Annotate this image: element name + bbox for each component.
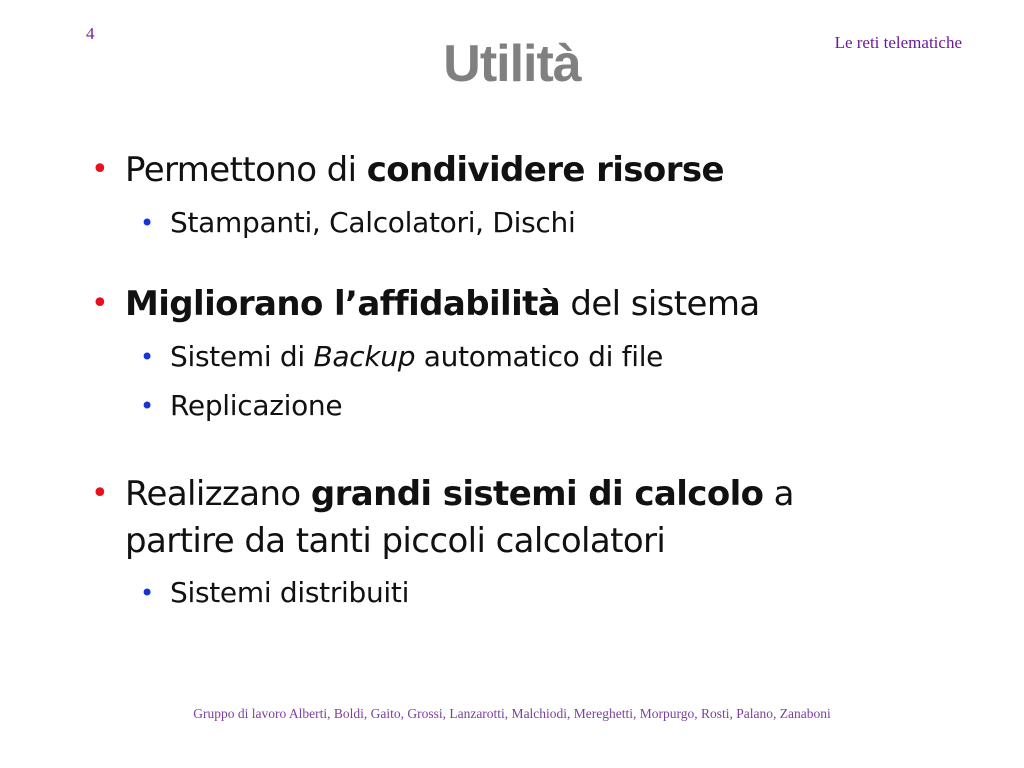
- header-title: Le reti telematiche: [834, 33, 962, 52]
- slide-number: 4: [86, 24, 95, 43]
- red-bullet-icon: •: [91, 286, 109, 321]
- sub-bullet-2-1: [140, 339, 664, 375]
- blue-bullet-icon: •: [140, 392, 154, 420]
- bullet-1-bold: condividere risorse: [366, 150, 724, 190]
- bullet-2-suffix: del sistema: [560, 284, 760, 324]
- blue-bullet-icon: •: [140, 579, 154, 607]
- sub-bullet-2-1-prefix: Sistemi di: [170, 340, 314, 373]
- bullet-3: [91, 471, 794, 517]
- bullet-2: [91, 281, 760, 327]
- red-bullet-icon: •: [91, 152, 109, 187]
- sub-bullet-2-2: [140, 388, 343, 424]
- blue-bullet-icon: •: [140, 209, 154, 237]
- bullet-3-bold: grandi sistemi di calcolo: [310, 474, 764, 514]
- bullet-3-line2-text: partire da tanti piccoli calcolatori: [125, 521, 666, 561]
- red-bullet-icon: •: [91, 476, 109, 511]
- footer-credits: Gruppo di lavoro Alberti, Boldi, Gaito, Grossi, Lanzarotti, Malchiodi, Mereghetti, Morpurgo, Rosti, Palano, Zanaboni: [193, 706, 831, 721]
- sub-bullet-3-1-text: Sistemi distribuiti: [170, 576, 410, 609]
- slide-title: Utilità: [443, 35, 581, 93]
- bullet-3-suffix: a: [763, 474, 794, 514]
- blue-bullet-icon: •: [140, 343, 154, 371]
- sub-bullet-3-1: [140, 575, 410, 611]
- sub-bullet-2-2-text: Replicazione: [170, 389, 343, 422]
- bullet-1: [91, 147, 724, 193]
- sub-bullet-2-1-italic: Backup: [313, 340, 416, 373]
- sub-bullet-2-1-suffix: automatico di file: [415, 340, 664, 373]
- bullet-3-prefix: Realizzano: [125, 474, 311, 514]
- sub-bullet-1-1: [140, 205, 576, 241]
- bullet-3-line2: [125, 518, 665, 564]
- bullet-2-bold: Migliorano l’affidabilità: [125, 284, 561, 324]
- sub-bullet-1-1-text: Stampanti, Calcolatori, Dischi: [170, 206, 576, 239]
- bullet-1-prefix: Permettono di: [125, 150, 367, 190]
